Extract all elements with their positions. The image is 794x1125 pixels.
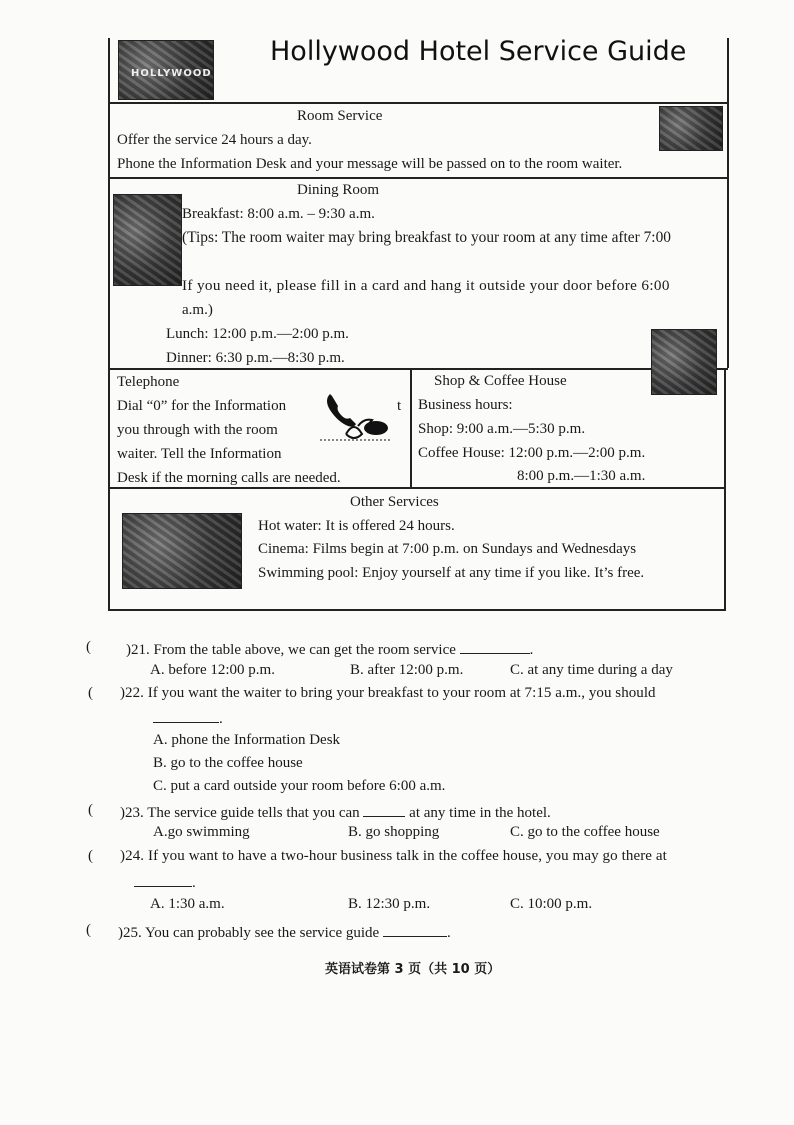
q23-paren: ( [88, 802, 93, 818]
telephone-line-2: you through with the room [117, 422, 278, 438]
q22-number: )22. [120, 685, 144, 701]
breakfast-tips-cont: If you need it, please fill in a card and hang it outside your door before 6:00 [182, 277, 670, 294]
shop-hours: Shop: 9:00 a.m.—5:30 p.m. [418, 421, 586, 437]
q21-blank[interactable] [460, 639, 530, 654]
q24-text: If you want to have a two-hour business talk in the coffee house, you may go there at [148, 848, 667, 864]
dining-heading: Dining Room [297, 182, 380, 198]
q23-option-a[interactable]: A.go swimming [153, 824, 250, 840]
telephone-line-1-end: t [397, 398, 402, 414]
q22-option-b[interactable]: B. go to the coffee house [153, 755, 303, 771]
room-service-image [659, 106, 723, 151]
q21-paren: ( [86, 639, 91, 655]
q23-stem [120, 802, 551, 822]
q25-end: . [446, 925, 451, 941]
q24-option-b[interactable]: B. 12:30 p.m. [348, 896, 431, 912]
divider-room [108, 177, 729, 179]
q25-blank[interactable] [383, 922, 447, 937]
page-footer: 英语试卷第 3 页（共 10 页） [325, 962, 501, 977]
dining-people-image [651, 329, 717, 395]
q21-option-a[interactable]: A. before 12:00 p.m. [150, 662, 275, 678]
logo-text: HOLLYWOOD [131, 68, 212, 79]
coffee-hours-1: Coffee House: 12:00 p.m.—2:00 p.m. [418, 445, 646, 461]
q22-option-a[interactable]: A. phone the Information Desk [153, 732, 341, 748]
other-services-image [122, 513, 242, 589]
q24-paren: ( [88, 848, 93, 864]
q25-number: )25. [118, 925, 142, 941]
q21-option-b[interactable]: B. after 12:00 p.m. [350, 662, 464, 678]
q24-option-c[interactable]: C. 10:00 p.m. [510, 896, 593, 912]
swimming-pool: Swimming pool: Enjoy yourself at any time if you like. It’s free. [258, 565, 645, 581]
hot-water: Hot water: It is offered 24 hours. [258, 518, 455, 534]
other-heading: Other Services [350, 494, 439, 510]
guide-title: Hollywood Hotel Service Guide [270, 36, 687, 67]
breakfast-tips-end: a.m.) [182, 302, 213, 318]
q23-text: The service guide tells that you can [147, 805, 360, 821]
dining-image [113, 194, 182, 286]
cinema: Cinema: Films begin at 7:00 p.m. on Sundays and Wednesdays [258, 541, 637, 557]
q22-stem [120, 685, 656, 702]
q21-number: )21. [126, 642, 150, 658]
q23-option-c[interactable]: C. go to the coffee house [510, 824, 660, 840]
q24-option-a[interactable]: A. 1:30 a.m. [150, 896, 225, 912]
coffee-hours-2: 8:00 p.m.—1:30 a.m. [517, 468, 646, 484]
frame-right-top [727, 38, 729, 368]
q24-number: )24. [120, 848, 145, 864]
q22-option-c[interactable]: C. put a card outside your room before 6:00 a.m. [153, 778, 446, 794]
breakfast-tips: (Tips: The room waiter may bring breakfast to your room at any time after 7:00 [182, 229, 671, 246]
telephone-line-1: Dial “0” for the Information [117, 398, 287, 414]
q22-paren: ( [88, 685, 93, 701]
q25-text: You can probably see the service guide [144, 925, 380, 941]
breakfast-hours: Breakfast: 8:00 a.m. – 9:30 a.m. [182, 206, 375, 222]
room-service-heading: Room Service [297, 108, 383, 124]
room-service-line-1: Offer the service 24 hours a day. [117, 132, 312, 148]
q22-blank[interactable] [153, 708, 219, 723]
telephone-line-4: Desk if the morning calls are needed. [117, 470, 341, 486]
telephone-line-3: waiter. Tell the Information [117, 446, 282, 462]
shop-hours-label: Business hours: [418, 397, 513, 413]
telephone-heading: Telephone [117, 374, 180, 390]
q22-blank-line [153, 708, 223, 728]
q21-option-c[interactable]: C. at any time during a day [510, 662, 673, 678]
room-service-line-2: Phone the Information Desk and your message will be passed on to the room waiter. [117, 156, 623, 172]
q23-number: )23. [120, 805, 144, 821]
q24-blank[interactable] [134, 872, 192, 887]
frame-right-bottom [724, 368, 726, 611]
q23-option-b[interactable]: B. go shopping [348, 824, 440, 840]
q23-blank[interactable] [363, 802, 405, 817]
q24-stem [120, 848, 667, 865]
q21-stem [126, 639, 533, 659]
q21-text: From the table above, we can get the room service [153, 642, 456, 658]
telephone-icon [318, 388, 394, 446]
q25-paren: ( [86, 922, 91, 938]
q25-stem [118, 922, 451, 942]
hollywood-logo-image [118, 40, 214, 100]
divider-title [108, 102, 729, 104]
divider-middle [410, 368, 412, 488]
q24-end: . [192, 875, 196, 891]
dinner-hours: Dinner: 6:30 p.m.—8:30 p.m. [166, 350, 345, 366]
lunch-hours: Lunch: 12:00 p.m.—2:00 p.m. [166, 326, 349, 342]
q24-blank-line [134, 872, 196, 892]
q22-end: . [219, 711, 223, 727]
q22-text: If you want the waiter to bring your breakfast to your room at 7:15 a.m., you should [147, 685, 656, 701]
q23-after: at any time in the hotel. [409, 805, 551, 821]
q21-end: . [529, 642, 534, 658]
shop-heading: Shop & Coffee House [434, 373, 567, 389]
frame-left-top [108, 38, 110, 611]
frame-bottom [108, 609, 726, 611]
